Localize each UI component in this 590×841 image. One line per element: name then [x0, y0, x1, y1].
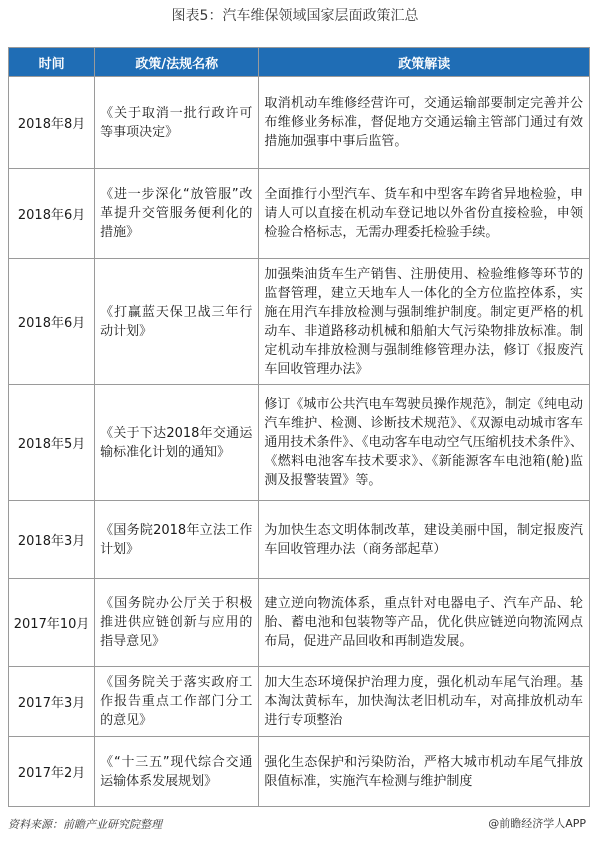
row-policy-desc: 加大生态环境保护治理力度，强化机动车尾气治理。基本淘汰黄标车，加快淘汰老旧机动车，对高排放机动车进行专项整治: [259, 667, 590, 737]
row-policy-name: 《国务院关于落实政府工作报告重点工作部门分工的意见》: [95, 667, 259, 737]
table-row: [9, 579, 590, 667]
row-policy-name: 《关于下达2018年交通运输标准化计划的通知》: [95, 385, 259, 501]
row-policy-desc: 加强柴油货车生产销售、注册使用、检验维修等环节的监督管理，建立天地车人一体化的全方位监控体系，实施在用汽车排放检测与强制维护制度。制定更严格的机动车、非道路移动机械和船舶大气污染物排放标准。制定机动车排放检测与强制维修管理办法，修订《报废汽车回收管理办法》: [259, 259, 590, 385]
row-policy-desc: 取消机动车维修经营许可，交通运输部要制定完善并公布维修业务标准，督促地方交通运输主管部门通过有效措施加强事中事后监管。: [259, 77, 590, 169]
header-date: 时间: [9, 48, 95, 77]
row-date: 2017年10月: [9, 579, 95, 667]
row-policy-name: 《打赢蓝天保卫战三年行动计划》: [95, 259, 259, 385]
table-row: [9, 169, 590, 259]
header-policy-interpretation: 政策解读: [259, 48, 590, 77]
row-policy-name: 《关于取消一批行政许可等事项决定》: [95, 77, 259, 169]
row-policy-name: 《国务院2018年立法工作计划》: [95, 501, 259, 579]
row-date: 2018年6月: [9, 259, 95, 385]
figure-title: 图表5：汽车维保领域国家层面政策汇总: [171, 8, 419, 24]
row-date: 2017年2月: [9, 737, 95, 807]
row-date: 2018年8月: [9, 77, 95, 169]
row-policy-name: 《“十三五”现代综合交通运输体系发展规划》: [95, 737, 259, 807]
row-policy-desc: 为加快生态文明体制改革，建设美丽中国，制定报废汽车回收管理办法（商务部起草）: [259, 501, 590, 579]
row-policy-desc: 全面推行小型汽车、货车和中型客车跨省异地检验，申请人可以直接在机动车登记地以外省份直接检验，申领检验合格标志，无需办理委托检验手续。: [259, 169, 590, 259]
row-date: 2018年5月: [9, 385, 95, 501]
header-policy-name: 政策/法规名称: [95, 48, 259, 77]
row-policy-desc: 修订《城市公共汽电车驾驶员操作规范》，制定《纯电动汽车维护、检测、诊断技术规范》、《双源电动城市客车通用技术条件》、《电动客车电动空气压缩机技术条件》、《燃料电池客车技术要求》、《新能源客车电池箱(舱)监测及报警装置》等。: [259, 385, 590, 501]
row-policy-name: 《国务院办公厅关于积极推进供应链创新与应用的指导意见》: [95, 579, 259, 667]
row-policy-desc: 强化生态保护和污染防治，严格大城市机动车尾气排放限值标准，实施汽车检测与维护制度: [259, 737, 590, 807]
table-row: [9, 501, 590, 579]
table-row: [9, 667, 590, 737]
row-date: 2018年6月: [9, 169, 95, 259]
row-date: 2017年3月: [9, 667, 95, 737]
policy-table: [8, 47, 590, 807]
table-row: [9, 259, 590, 385]
row-policy-desc: 建立逆向物流体系，重点针对电器电子、汽车产品、轮胎、蓄电池和包装物等产品，优化供应链逆向物流网点布局，促进产品回收和再制造发展。: [259, 579, 590, 667]
table-header-row: [9, 48, 590, 77]
brand-credit: @前瞻经济学人APP: [488, 817, 586, 830]
row-date: 2018年3月: [9, 501, 95, 579]
source-note: 资料来源：前瞻产业研究院整理: [8, 818, 162, 831]
row-policy-name: 《进一步深化“放管服”改革提升交管服务便利化的措施》: [95, 169, 259, 259]
table-row: [9, 385, 590, 501]
table-row: [9, 737, 590, 807]
table-row: [9, 77, 590, 169]
